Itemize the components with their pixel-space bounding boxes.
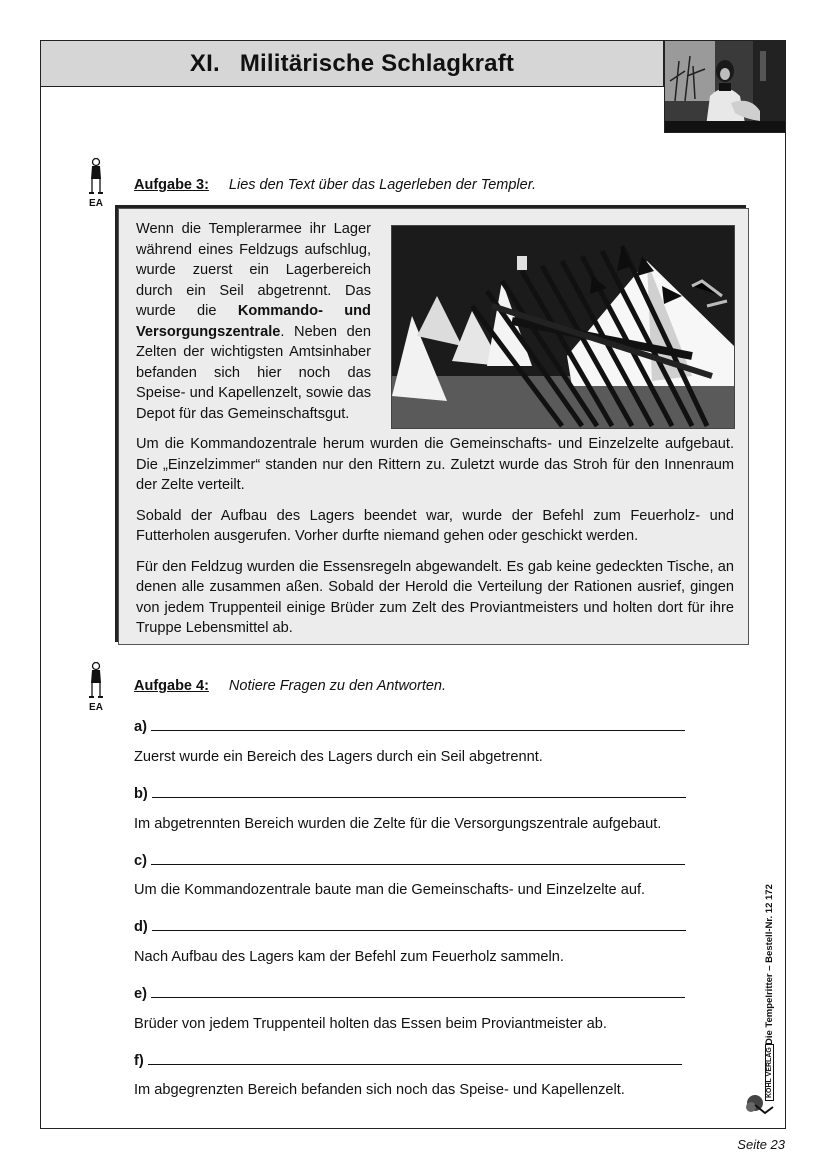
answer-text-f: Im abgegrenzten Bereich befanden sich noch das Speise- und Kapellenzelt.: [134, 1082, 625, 1098]
answer-text-c: Um die Kommandozentrale baute man die Gemeinschafts- und Einzelzelte auf.: [134, 882, 646, 898]
question-label: d): [134, 919, 148, 935]
paragraph-1-bold: Kommando- und Versorgungszentrale: [136, 303, 371, 340]
answer-line-e[interactable]: [151, 983, 685, 998]
publisher-name: KOHL VERLAG: [765, 1044, 774, 1101]
paragraph-4: Für den Feldzug wurden die Essensregeln abgewandelt. Es gab keine gedeckten Tische, an denen alle zusammen aßen. Sobald der Herold die Verteilung der Rationen ausrief, gingen von jedem Truppenteil einige Brüder zum Zelt des Proviantmeisters und holten dort für ihre Truppe Lebensmittel ab.: [136, 558, 734, 636]
answer-text-d: Nach Aufbau des Lagers kam der Befehl zum Feuerholz sammeln.: [134, 949, 564, 965]
task4-heading: [134, 678, 446, 694]
answer-line-b[interactable]: [152, 783, 686, 798]
question-row-f: [134, 1050, 682, 1069]
answer-text-a: Zuerst wurde ein Bereich des Lagers durch ein Seil abgetrennt.: [134, 749, 543, 765]
task3-instruction: Lies den Text über das Lagerleben der Templer.: [228, 177, 537, 193]
question-row-a: [134, 716, 685, 735]
task4-label: Aufgabe 4:: [134, 678, 209, 694]
paragraph-1-text-b: . Neben den Zelten der wichtigsten Amtsinhaber befanden sich hier noch das Speise- und Kapellenzelt, sowie das Depot für das Gemeinschaftsgut.: [136, 323, 371, 422]
question-row-b: [134, 783, 686, 802]
answer-line-d[interactable]: [152, 916, 686, 931]
person-icon: [88, 661, 104, 701]
answer-text-b: Im abgetrennten Bereich wurden die Zelte für die Versorgungszentrale aufgebaut.: [134, 816, 662, 832]
page-title: [190, 50, 514, 78]
question-label: e): [134, 986, 147, 1002]
task4-instruction: Notiere Fragen zu den Antworten.: [228, 678, 447, 694]
chapter-number: XI.: [189, 49, 220, 77]
person-icon: [88, 157, 104, 197]
paragraph-1: [136, 219, 371, 424]
question-row-d: [134, 916, 686, 935]
question-row-c: [134, 850, 685, 869]
header-photo: [664, 40, 786, 133]
ea-badge-task4: [86, 661, 106, 713]
tree-logo-icon: [745, 1093, 777, 1117]
question-label: b): [134, 786, 148, 802]
ea-label: EA: [89, 198, 103, 209]
question-label: f): [134, 1053, 144, 1069]
answer-text-e: Brüder von jedem Truppenteil holten das Essen beim Proviantmeister ab.: [134, 1016, 607, 1032]
page-number: Seite 23: [737, 1137, 785, 1152]
ea-label: EA: [89, 702, 103, 713]
sidebar-publisher: [744, 855, 784, 1045]
reading-text-box: [118, 208, 749, 645]
order-number-text: Die Tempelritter – Bestell-Nr. 12 172: [764, 884, 775, 1045]
publisher-logo: [745, 1043, 777, 1117]
task3-heading: [134, 177, 536, 193]
paragraph-3: Sobald der Aufbau des Lagers beendet war, wurde der Befehl zum Feuerholz- und Futterholen ausgerufen. Vorher durfte niemand gehen oder geschickt werden.: [136, 507, 734, 544]
question-label: c): [134, 853, 147, 869]
question-label: a): [134, 719, 147, 735]
task3-label: Aufgabe 3:: [134, 177, 209, 193]
answer-line-a[interactable]: [151, 716, 685, 731]
question-row-e: [134, 983, 685, 1002]
answer-line-f[interactable]: [148, 1050, 682, 1065]
ea-badge-task3: [86, 157, 106, 209]
answer-line-c[interactable]: [151, 850, 685, 865]
paragraph-2: Um die Kommandozentrale herum wurden die Gemeinschafts- und Einzelzelte aufgebaut. Die „Einzelzimmer“ standen nur den Rittern zu. Zuletzt wurde das Stroh für den Innenraum der Zelte verteilt.: [136, 436, 734, 493]
chapter-title: Militärische Schlagkraft: [239, 49, 515, 77]
title-bar: [40, 40, 664, 87]
paragraph-1-text-a: Wenn die Templerarmee ihr Lager während eines Feldzugs aufschlug, wurde zuerst ein Lagerbereich durch ein Seil abgetrennt. Das wurde die: [136, 221, 371, 319]
